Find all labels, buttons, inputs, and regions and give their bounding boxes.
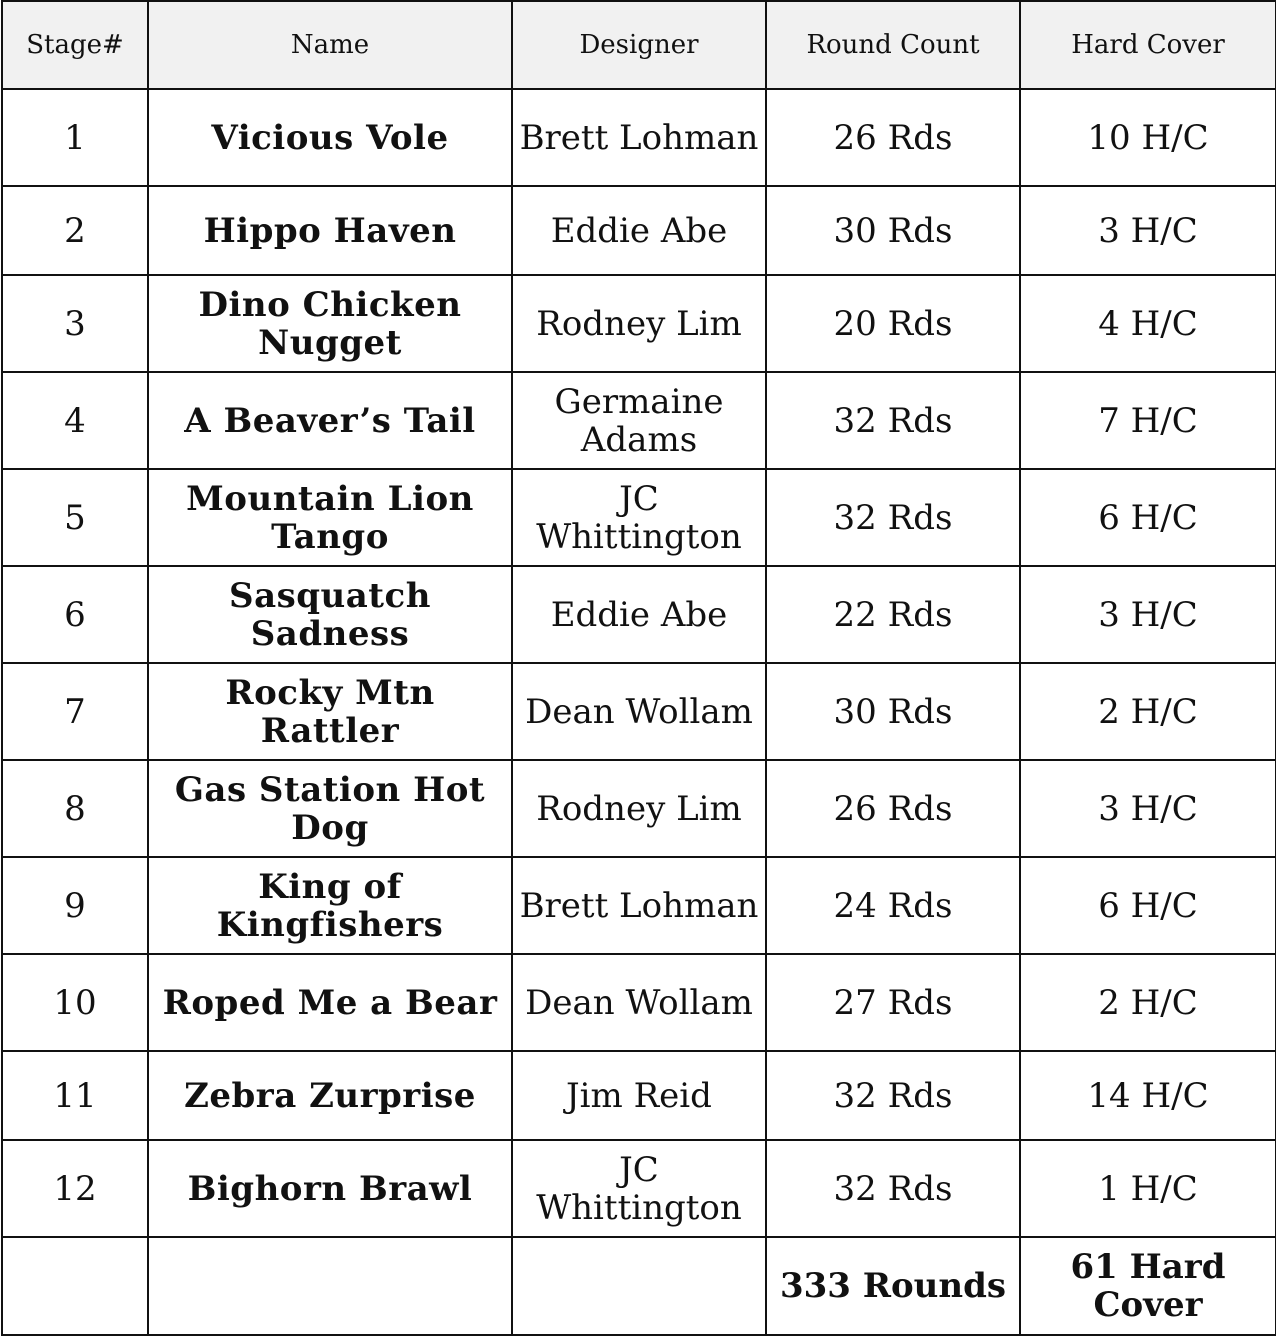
stage-designer: Rodney Lim — [512, 760, 766, 857]
stage-number: 10 — [2, 954, 148, 1051]
stage-name: Rocky Mtn Rattler — [148, 663, 512, 760]
stage-designer: Jim Reid — [512, 1051, 766, 1140]
hard-cover: 2 H/C — [1020, 663, 1276, 760]
stage-designer: Eddie Abe — [512, 186, 766, 275]
header-hard-cover: Hard Cover — [1020, 1, 1276, 89]
table-row — [2, 760, 1276, 857]
table-row — [2, 1140, 1276, 1237]
stage-number: 2 — [2, 186, 148, 275]
round-count: 22 Rds — [766, 566, 1020, 663]
table-body — [2, 89, 1276, 1335]
hard-cover: 6 H/C — [1020, 857, 1276, 954]
table-row — [2, 186, 1276, 275]
header-designer: Designer — [512, 1, 766, 89]
header-row — [2, 1, 1276, 89]
stage-designer: Dean Wollam — [512, 954, 766, 1051]
stage-name: Sasquatch Sadness — [148, 566, 512, 663]
round-count: 26 Rds — [766, 760, 1020, 857]
stage-designer: Eddie Abe — [512, 566, 766, 663]
empty-cell — [512, 1237, 766, 1335]
stage-name: A Beaver’s Tail — [148, 372, 512, 469]
stage-number: 11 — [2, 1051, 148, 1140]
table-row — [2, 275, 1276, 372]
hard-cover: 3 H/C — [1020, 566, 1276, 663]
round-count: 30 Rds — [766, 186, 1020, 275]
round-count: 32 Rds — [766, 1051, 1020, 1140]
stage-name: King of Kingfishers — [148, 857, 512, 954]
stage-name: Zebra Zurprise — [148, 1051, 512, 1140]
totals-row — [2, 1237, 1276, 1335]
stage-name: Vicious Vole — [148, 89, 512, 186]
stage-name: Bighorn Brawl — [148, 1140, 512, 1237]
hard-cover: 1 H/C — [1020, 1140, 1276, 1237]
stage-name: Hippo Haven — [148, 186, 512, 275]
stage-designer: Brett Lohman — [512, 89, 766, 186]
round-count: 32 Rds — [766, 469, 1020, 566]
hard-cover: 2 H/C — [1020, 954, 1276, 1051]
stage-number: 8 — [2, 760, 148, 857]
table-row — [2, 857, 1276, 954]
stage-designer: JC Whittington — [512, 1140, 766, 1237]
round-count: 32 Rds — [766, 1140, 1020, 1237]
stage-name: Gas Station Hot Dog — [148, 760, 512, 857]
table-row — [2, 469, 1276, 566]
table-row — [2, 89, 1276, 186]
total-rounds: 333 Rounds — [766, 1237, 1020, 1335]
round-count: 32 Rds — [766, 372, 1020, 469]
table-row — [2, 1051, 1276, 1140]
stage-designer: Rodney Lim — [512, 275, 766, 372]
empty-cell — [148, 1237, 512, 1335]
stage-number: 1 — [2, 89, 148, 186]
stage-number: 6 — [2, 566, 148, 663]
empty-cell — [2, 1237, 148, 1335]
round-count: 30 Rds — [766, 663, 1020, 760]
stage-number: 12 — [2, 1140, 148, 1237]
hard-cover: 14 H/C — [1020, 1051, 1276, 1140]
stage-name: Roped Me a Bear — [148, 954, 512, 1051]
table-row — [2, 663, 1276, 760]
stage-designer: JC Whittington — [512, 469, 766, 566]
hard-cover: 4 H/C — [1020, 275, 1276, 372]
stage-number: 3 — [2, 275, 148, 372]
round-count: 20 Rds — [766, 275, 1020, 372]
stage-number: 9 — [2, 857, 148, 954]
hard-cover: 3 H/C — [1020, 186, 1276, 275]
header-stage: Stage# — [2, 1, 148, 89]
round-count: 27 Rds — [766, 954, 1020, 1051]
stage-designer: Germaine Adams — [512, 372, 766, 469]
stage-designer: Dean Wollam — [512, 663, 766, 760]
stage-designer: Brett Lohman — [512, 857, 766, 954]
round-count: 24 Rds — [766, 857, 1020, 954]
table-row — [2, 372, 1276, 469]
hard-cover: 6 H/C — [1020, 469, 1276, 566]
hard-cover: 10 H/C — [1020, 89, 1276, 186]
table-row — [2, 954, 1276, 1051]
stage-table — [1, 0, 1276, 1336]
stage-number: 5 — [2, 469, 148, 566]
hard-cover: 3 H/C — [1020, 760, 1276, 857]
table-row — [2, 566, 1276, 663]
header-name: Name — [148, 1, 512, 89]
table-header — [2, 1, 1276, 89]
stage-name: Dino Chicken Nugget — [148, 275, 512, 372]
round-count: 26 Rds — [766, 89, 1020, 186]
stage-name: Mountain Lion Tango — [148, 469, 512, 566]
hard-cover: 7 H/C — [1020, 372, 1276, 469]
header-round-count: Round Count — [766, 1, 1020, 89]
stage-number: 4 — [2, 372, 148, 469]
stage-number: 7 — [2, 663, 148, 760]
total-hard-cover: 61 Hard Cover — [1020, 1237, 1276, 1335]
